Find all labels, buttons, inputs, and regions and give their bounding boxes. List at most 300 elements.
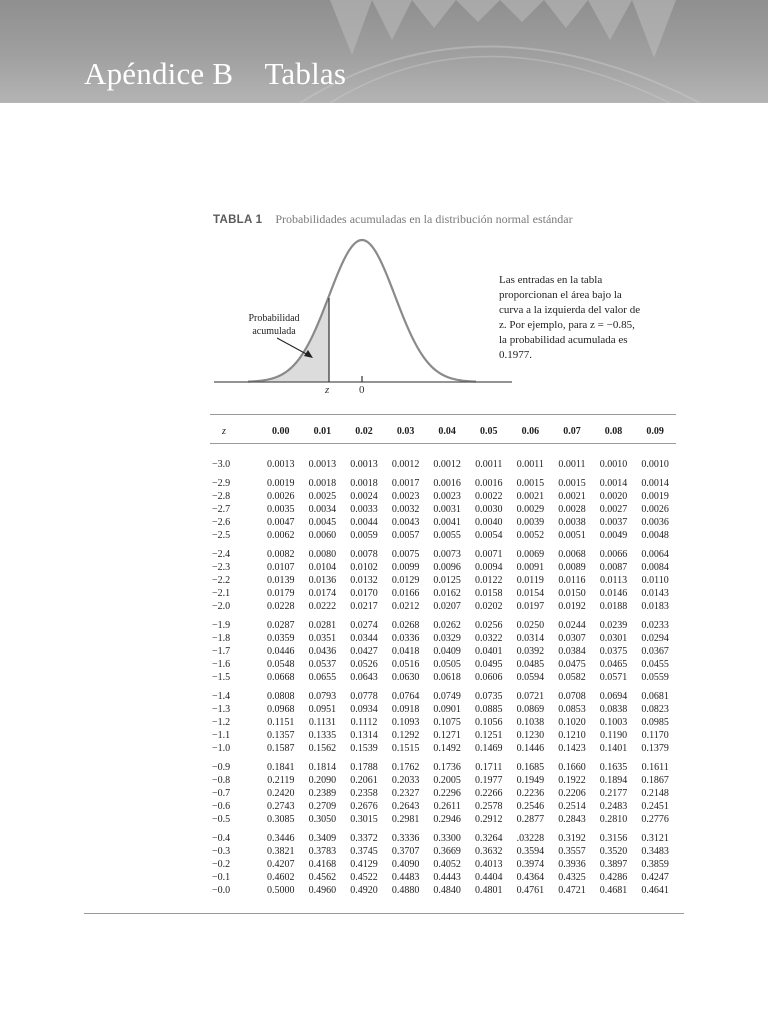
probability-cell: 0.1711	[475, 762, 503, 773]
table-row	[210, 516, 676, 529]
probability-cell: 0.3520	[599, 846, 628, 857]
probability-cell: 0.0031	[433, 504, 461, 515]
probability-cell: 0.2981	[391, 814, 420, 825]
z-value-cell: −1.9	[212, 620, 231, 631]
probability-cell: 0.0351	[308, 633, 337, 644]
probability-cell: 0.1335	[308, 730, 337, 741]
table-top-rule	[210, 414, 676, 415]
probability-cell: 0.1587	[267, 743, 295, 754]
probability-cell: 0.0035	[267, 504, 295, 515]
probability-cell: 0.0197	[516, 601, 545, 612]
probability-cell: 0.0179	[267, 588, 295, 599]
probability-cell: 0.4801	[475, 885, 503, 896]
probability-cell: 0.1075	[433, 717, 461, 728]
probability-cell: 0.1020	[558, 717, 586, 728]
column-header: 0.00	[272, 425, 290, 437]
probability-cell: 0.0427	[350, 646, 378, 657]
probability-cell: 0.0694	[599, 691, 628, 702]
probability-cell: 0.0024	[350, 491, 378, 502]
probability-cell: 0.0166	[391, 588, 420, 599]
column-header: 0.07	[563, 425, 581, 437]
table-row	[210, 813, 676, 826]
probability-cell: 0.4761	[516, 885, 545, 896]
probability-cell: 0.0281	[308, 620, 337, 631]
probability-cell: 0.0384	[558, 646, 586, 657]
probability-cell: 0.0016	[433, 478, 461, 489]
probability-cell: 0.1251	[475, 730, 503, 741]
probability-cell: 0.0125	[433, 575, 461, 586]
probability-cell: 0.0129	[391, 575, 420, 586]
probability-cell: 0.0143	[641, 588, 669, 599]
probability-cell: 0.0934	[350, 704, 378, 715]
probability-cell: 0.0012	[391, 459, 420, 470]
z-value-cell: −0.8	[212, 775, 231, 786]
probability-cell: 0.0013	[350, 459, 378, 470]
probability-cell: 0.4364	[516, 872, 545, 883]
probability-cell: 0.2776	[641, 814, 669, 825]
probability-cell: 0.4920	[350, 885, 378, 896]
probability-cell: 0.3897	[599, 859, 628, 870]
probability-cell: 0.0026	[641, 504, 669, 515]
probability-cell: 0.0040	[475, 517, 503, 528]
probability-cell: 0.4641	[641, 885, 669, 896]
probability-cell: 0.0485	[516, 659, 545, 670]
probability-cell: 0.4840	[433, 885, 461, 896]
table-row	[210, 600, 676, 613]
probability-cell: 0.0655	[308, 672, 337, 683]
probability-cell: 0.0367	[641, 646, 669, 657]
probability-cell: 0.0018	[350, 478, 378, 489]
probability-cell: 0.0183	[641, 601, 669, 612]
probability-cell: 0.0150	[558, 588, 586, 599]
probability-cell: 0.0455	[641, 659, 669, 670]
z-value-cell: −1.0	[212, 743, 231, 754]
probability-cell: 0.1635	[599, 762, 628, 773]
caption-label: TABLA 1	[213, 214, 263, 226]
probability-cell: 0.0594	[516, 672, 545, 683]
table-row	[210, 774, 676, 787]
z-value-cell: −2.9	[212, 478, 231, 489]
probability-cell: 0.1038	[516, 717, 545, 728]
table-row	[210, 561, 676, 574]
probability-cell: 0.0314	[516, 633, 545, 644]
z-value-cell: −2.1	[212, 588, 231, 599]
probability-cell: 0.0010	[641, 459, 669, 470]
table-row	[210, 529, 676, 542]
probability-cell: 0.0901	[433, 704, 461, 715]
table-explanation-note: Las entradas en la tabla proporcionan el área bajo la curva a la izquierda del valor de z. Por ejemplo, para z = −0.85, la probabilidad acumulada es 0.1977.	[499, 274, 641, 361]
probability-cell: 0.3446	[267, 833, 295, 844]
probability-cell: 0.1841	[267, 762, 295, 773]
table-header-row	[210, 424, 676, 452]
z-value-cell: −0.9	[212, 762, 231, 773]
probability-cell: 0.2061	[350, 775, 378, 786]
probability-cell: 0.2177	[599, 788, 628, 799]
probability-cell: 0.3974	[516, 859, 545, 870]
probability-cell: 0.0096	[433, 562, 461, 573]
probability-cell: 0.0537	[308, 659, 337, 670]
probability-cell: 0.1112	[350, 717, 378, 728]
probability-cell: 0.0054	[475, 530, 503, 541]
probability-cell: 0.0495	[475, 659, 503, 670]
table-row	[210, 858, 676, 871]
page-bottom-rule	[84, 913, 684, 914]
probability-cell: 0.0064	[641, 549, 669, 560]
probability-cell: 0.4207	[267, 859, 295, 870]
probability-cell: 0.3336	[391, 833, 420, 844]
probability-cell: 0.3859	[641, 859, 669, 870]
column-header: 0.03	[396, 425, 415, 437]
probability-cell: 0.0158	[475, 588, 503, 599]
probability-cell: 0.2420	[267, 788, 295, 799]
probability-cell: 0.0027	[599, 504, 628, 515]
column-header: 0.02	[355, 425, 373, 437]
probability-cell: 0.0071	[475, 549, 503, 560]
probability-cell: 0.0708	[558, 691, 586, 702]
probability-cell: 0.0069	[516, 549, 545, 560]
probability-cell: 0.1292	[391, 730, 420, 741]
probability-cell: 0.0869	[516, 704, 545, 715]
probability-cell: 0.0013	[308, 459, 337, 470]
table-row	[210, 671, 676, 684]
probability-cell: 0.0075	[391, 549, 420, 560]
probability-cell: 0.2676	[350, 801, 378, 812]
probability-cell: 0.0307	[558, 633, 586, 644]
probability-cell: 0.0885	[475, 704, 503, 715]
probability-cell: 0.1093	[391, 717, 420, 728]
probability-cell: 0.2810	[599, 814, 628, 825]
probability-cell: 0.4090	[391, 859, 420, 870]
probability-cell: 0.2033	[391, 775, 420, 786]
probability-cell: 0.0465	[599, 659, 628, 670]
probability-cell: 0.0025	[308, 491, 337, 502]
probability-cell: 0.1977	[475, 775, 503, 786]
table-row	[210, 755, 676, 774]
z-value-cell: −1.2	[212, 717, 231, 728]
probability-cell: 0.3594	[516, 846, 545, 857]
probability-cell: 0.0301	[599, 633, 628, 644]
probability-cell: 0.0021	[516, 491, 545, 502]
probability-cell: 0.1660	[558, 762, 586, 773]
probability-cell: 0.0222	[308, 601, 337, 612]
probability-cell: 0.0052	[516, 530, 545, 541]
probability-cell: 0.2451	[641, 801, 669, 812]
probability-cell: 0.0016	[475, 478, 503, 489]
probability-cell: 0.1230	[516, 730, 545, 741]
probability-cell: 0.3669	[433, 846, 461, 857]
probability-cell: 0.4286	[599, 872, 628, 883]
probability-cell: 0.0014	[599, 478, 628, 489]
probability-cell: 0.2643	[391, 801, 420, 812]
probability-cell: 0.0080	[308, 549, 337, 560]
probability-cell: 0.1611	[641, 762, 669, 773]
table-row	[210, 787, 676, 800]
probability-cell: 0.0294	[641, 633, 669, 644]
z-value-cell: −1.5	[212, 672, 231, 683]
probability-cell: 0.2546	[516, 801, 545, 812]
probability-cell: 0.0017	[391, 478, 420, 489]
probability-cell: 0.3050	[308, 814, 337, 825]
probability-cell: 0.2709	[308, 801, 337, 812]
probability-cell: 0.4483	[391, 872, 420, 883]
bell-curve	[248, 240, 476, 382]
probability-cell: 0.2877	[516, 814, 545, 825]
column-header: 0.04	[438, 425, 456, 437]
probability-cell: 0.5000	[267, 885, 295, 896]
probability-cell: 0.4602	[267, 872, 295, 883]
probability-cell: 0.2514	[558, 801, 586, 812]
probability-cell: 0.0250	[516, 620, 545, 631]
probability-cell: 0.0951	[308, 704, 337, 715]
probability-cell: 0.0968	[267, 704, 295, 715]
probability-cell: 0.0239	[599, 620, 628, 631]
probability-cell: 0.0044	[350, 517, 378, 528]
probability-cell: 0.0036	[641, 517, 669, 528]
probability-cell: 0.0681	[641, 691, 669, 702]
probability-cell: 0.1814	[308, 762, 337, 773]
probability-cell: 0.0838	[599, 704, 628, 715]
probability-cell: 0.0228	[267, 601, 295, 612]
z-value-cell: −0.2	[212, 859, 231, 870]
z-value-cell: −2.3	[212, 562, 231, 573]
table-row	[210, 884, 676, 897]
probability-cell: 0.0392	[516, 646, 545, 657]
probability-cell: 0.0217	[350, 601, 378, 612]
table-row	[210, 703, 676, 716]
z-value-cell: −0.6	[212, 801, 231, 812]
probability-cell: 0.2090	[308, 775, 337, 786]
probability-cell: 0.1423	[558, 743, 586, 754]
probability-cell: 0.0192	[558, 601, 586, 612]
probability-cell: 0.3156	[599, 833, 628, 844]
column-header: 0.09	[646, 425, 664, 437]
probability-cell: 0.0062	[267, 530, 295, 541]
probability-cell: 0.1170	[641, 730, 669, 741]
probability-cell: 0.0047	[267, 517, 295, 528]
probability-cell: 0.0107	[267, 562, 295, 573]
z-value-cell: −2.8	[212, 491, 231, 502]
z-value-cell: −1.6	[212, 659, 231, 670]
column-header: 0.06	[521, 425, 540, 437]
probability-cell: 0.0038	[558, 517, 586, 528]
probability-cell: 0.0084	[641, 562, 669, 573]
probability-cell: 0.2483	[599, 801, 628, 812]
table-row	[210, 742, 676, 755]
probability-cell: 0.0055	[433, 530, 461, 541]
probability-cell: 0.0418	[391, 646, 420, 657]
table-row	[210, 845, 676, 858]
probability-cell: 0.0011	[475, 459, 503, 470]
probability-cell: 0.0014	[641, 478, 669, 489]
probability-cell: 0.0033	[350, 504, 378, 515]
z-value-cell: −0.4	[212, 833, 231, 844]
probability-cell: 0.3783	[308, 846, 337, 857]
probability-cell: 0.4247	[641, 872, 669, 883]
probability-cell: 0.0082	[267, 549, 295, 560]
probability-cell: 0.0102	[350, 562, 378, 573]
probability-cell: 0.0643	[350, 672, 378, 683]
probability-cell: 0.0668	[267, 672, 295, 683]
table-row	[210, 684, 676, 703]
probability-cell: 0.0029	[516, 504, 545, 515]
probability-cell: 0.0087	[599, 562, 628, 573]
probability-cell: 0.2119	[267, 775, 295, 786]
probability-cell: 0.1867	[641, 775, 669, 786]
probability-cell: 0.2327	[391, 788, 420, 799]
probability-cell: 0.1357	[267, 730, 295, 741]
probability-cell: 0.0630	[391, 672, 420, 683]
probability-cell: 0.0764	[391, 691, 420, 702]
z-axis-label: z	[325, 384, 330, 396]
probability-cell: 0.0019	[641, 491, 669, 502]
probability-cell: 0.0019	[267, 478, 295, 489]
table-row	[210, 658, 676, 671]
probability-cell: 0.0207	[433, 601, 461, 612]
probability-cell: 0.0022	[475, 491, 503, 502]
probability-cell: 0.0012	[433, 459, 461, 470]
probability-cell: 0.2005	[433, 775, 461, 786]
probability-cell: 0.0188	[599, 601, 628, 612]
probability-cell: 0.0104	[308, 562, 337, 573]
probability-cell: 0.0505	[433, 659, 461, 670]
table-row	[210, 800, 676, 813]
probability-cell: 0.0113	[599, 575, 628, 586]
probability-cell: 0.0344	[350, 633, 378, 644]
probability-cell: 0.0375	[599, 646, 628, 657]
probability-cell: 0.3264	[475, 833, 503, 844]
probability-cell: 0.0116	[558, 575, 586, 586]
probability-cell: 0.4404	[475, 872, 503, 883]
probability-cell: 0.1446	[516, 743, 545, 754]
probability-cell: 0.0041	[433, 517, 461, 528]
probability-cell: 0.0475	[558, 659, 586, 670]
pointer-arrow	[277, 338, 310, 356]
probability-cell: 0.1469	[475, 743, 503, 754]
probability-cell: 0.0721	[516, 691, 545, 702]
normal-curve-figure	[200, 230, 530, 390]
probability-cell: 0.2296	[433, 788, 461, 799]
probability-cell: 0.0244	[558, 620, 586, 631]
probability-cell: 0.0089	[558, 562, 586, 573]
probability-cell: 0.0154	[516, 588, 545, 599]
probability-cell: 0.0793	[308, 691, 337, 702]
probability-cell: 0.0139	[267, 575, 295, 586]
probability-cell: 0.0110	[641, 575, 669, 586]
z-value-cell: −0.7	[212, 788, 231, 799]
probability-cell: 0.0582	[558, 672, 586, 683]
probability-cell: 0.0023	[433, 491, 461, 502]
probability-cell: 0.1003	[599, 717, 628, 728]
probability-cell: 0.0013	[267, 459, 295, 470]
z-value-cell: −1.4	[212, 691, 231, 702]
page-header	[0, 0, 768, 103]
probability-cell: 0.4721	[558, 885, 586, 896]
probability-cell: 0.0051	[558, 530, 586, 541]
probability-cell: 0.0146	[599, 588, 628, 599]
probability-cell: 0.0011	[558, 459, 586, 470]
probability-cell: 0.1736	[433, 762, 461, 773]
probability-cell: 0.0030	[475, 504, 503, 515]
z-probability-table	[210, 424, 676, 897]
probability-cell: 0.1539	[350, 743, 378, 754]
probability-cell: 0.4562	[308, 872, 337, 883]
probability-cell: 0.1271	[433, 730, 461, 741]
probability-cell: 0.0045	[308, 517, 337, 528]
probability-cell: 0.4013	[475, 859, 503, 870]
probability-cell: 0.2946	[433, 814, 461, 825]
probability-cell: 0.4880	[391, 885, 420, 896]
probability-cell: 0.4960	[308, 885, 337, 896]
probability-cell: 0.0021	[558, 491, 586, 502]
probability-cell: 0.2266	[475, 788, 503, 799]
table-row	[210, 471, 676, 490]
table-row	[210, 542, 676, 561]
probability-cell: 0.1515	[391, 743, 420, 754]
probability-cell: 0.0020	[599, 491, 628, 502]
probability-cell: 0.0436	[308, 646, 337, 657]
probability-cell: 0.1056	[475, 717, 503, 728]
probability-cell: 0.4168	[308, 859, 337, 870]
z-value-cell: −0.3	[212, 846, 231, 857]
probability-cell: 0.4052	[433, 859, 461, 870]
probability-cell: 0.0749	[433, 691, 461, 702]
column-header: 0.01	[313, 425, 332, 437]
probability-cell: 0.0094	[475, 562, 503, 573]
probability-cell: 0.3015	[350, 814, 378, 825]
probability-cell: 0.3745	[350, 846, 378, 857]
probability-cell: 0.3409	[308, 833, 337, 844]
probability-cell: 0.0274	[350, 620, 378, 631]
z-value-cell: −0.5	[212, 814, 231, 825]
probability-cell: 0.2206	[558, 788, 586, 799]
z-value-cell: −1.3	[212, 704, 231, 715]
probability-cell: 0.0409	[433, 646, 461, 657]
probability-cell: 0.0985	[641, 717, 669, 728]
probability-cell: 0.1894	[599, 775, 628, 786]
probability-cell: 0.1762	[391, 762, 420, 773]
probability-cell: 0.0559	[641, 672, 669, 683]
probability-cell: 0.3085	[267, 814, 295, 825]
probability-cell: 0.2389	[308, 788, 337, 799]
table-row	[210, 503, 676, 516]
table-row	[210, 826, 676, 845]
probability-cell: 0.0212	[391, 601, 420, 612]
z-value-cell: −2.7	[212, 504, 231, 515]
probability-cell: 0.1788	[350, 762, 378, 773]
table-row	[210, 574, 676, 587]
probability-cell: 0.2578	[475, 801, 503, 812]
probability-cell: 0.1131	[308, 717, 336, 728]
probability-cell: 0.0336	[391, 633, 420, 644]
zero-axis-label: 0	[359, 384, 365, 396]
probability-cell: 0.1492	[433, 743, 461, 754]
z-value-cell: −1.7	[212, 646, 231, 657]
probability-cell: 0.0778	[350, 691, 378, 702]
probability-cell: 0.0548	[267, 659, 295, 670]
table-row	[210, 613, 676, 632]
probability-cell: .03228	[516, 833, 545, 844]
caption-text: Probabilidades acumuladas en la distribución normal estándar	[275, 212, 573, 226]
probability-cell: 0.0853	[558, 704, 586, 715]
probability-cell: 0.0039	[516, 517, 545, 528]
probability-cell: 0.0268	[391, 620, 420, 631]
probability-cell: 0.3300	[433, 833, 461, 844]
probability-cell: 0.0322	[475, 633, 503, 644]
probability-cell: 0.0119	[516, 575, 544, 586]
probability-cell: 0.0078	[350, 549, 378, 560]
probability-cell: 0.0037	[599, 517, 628, 528]
probability-cell: 0.2743	[267, 801, 295, 812]
